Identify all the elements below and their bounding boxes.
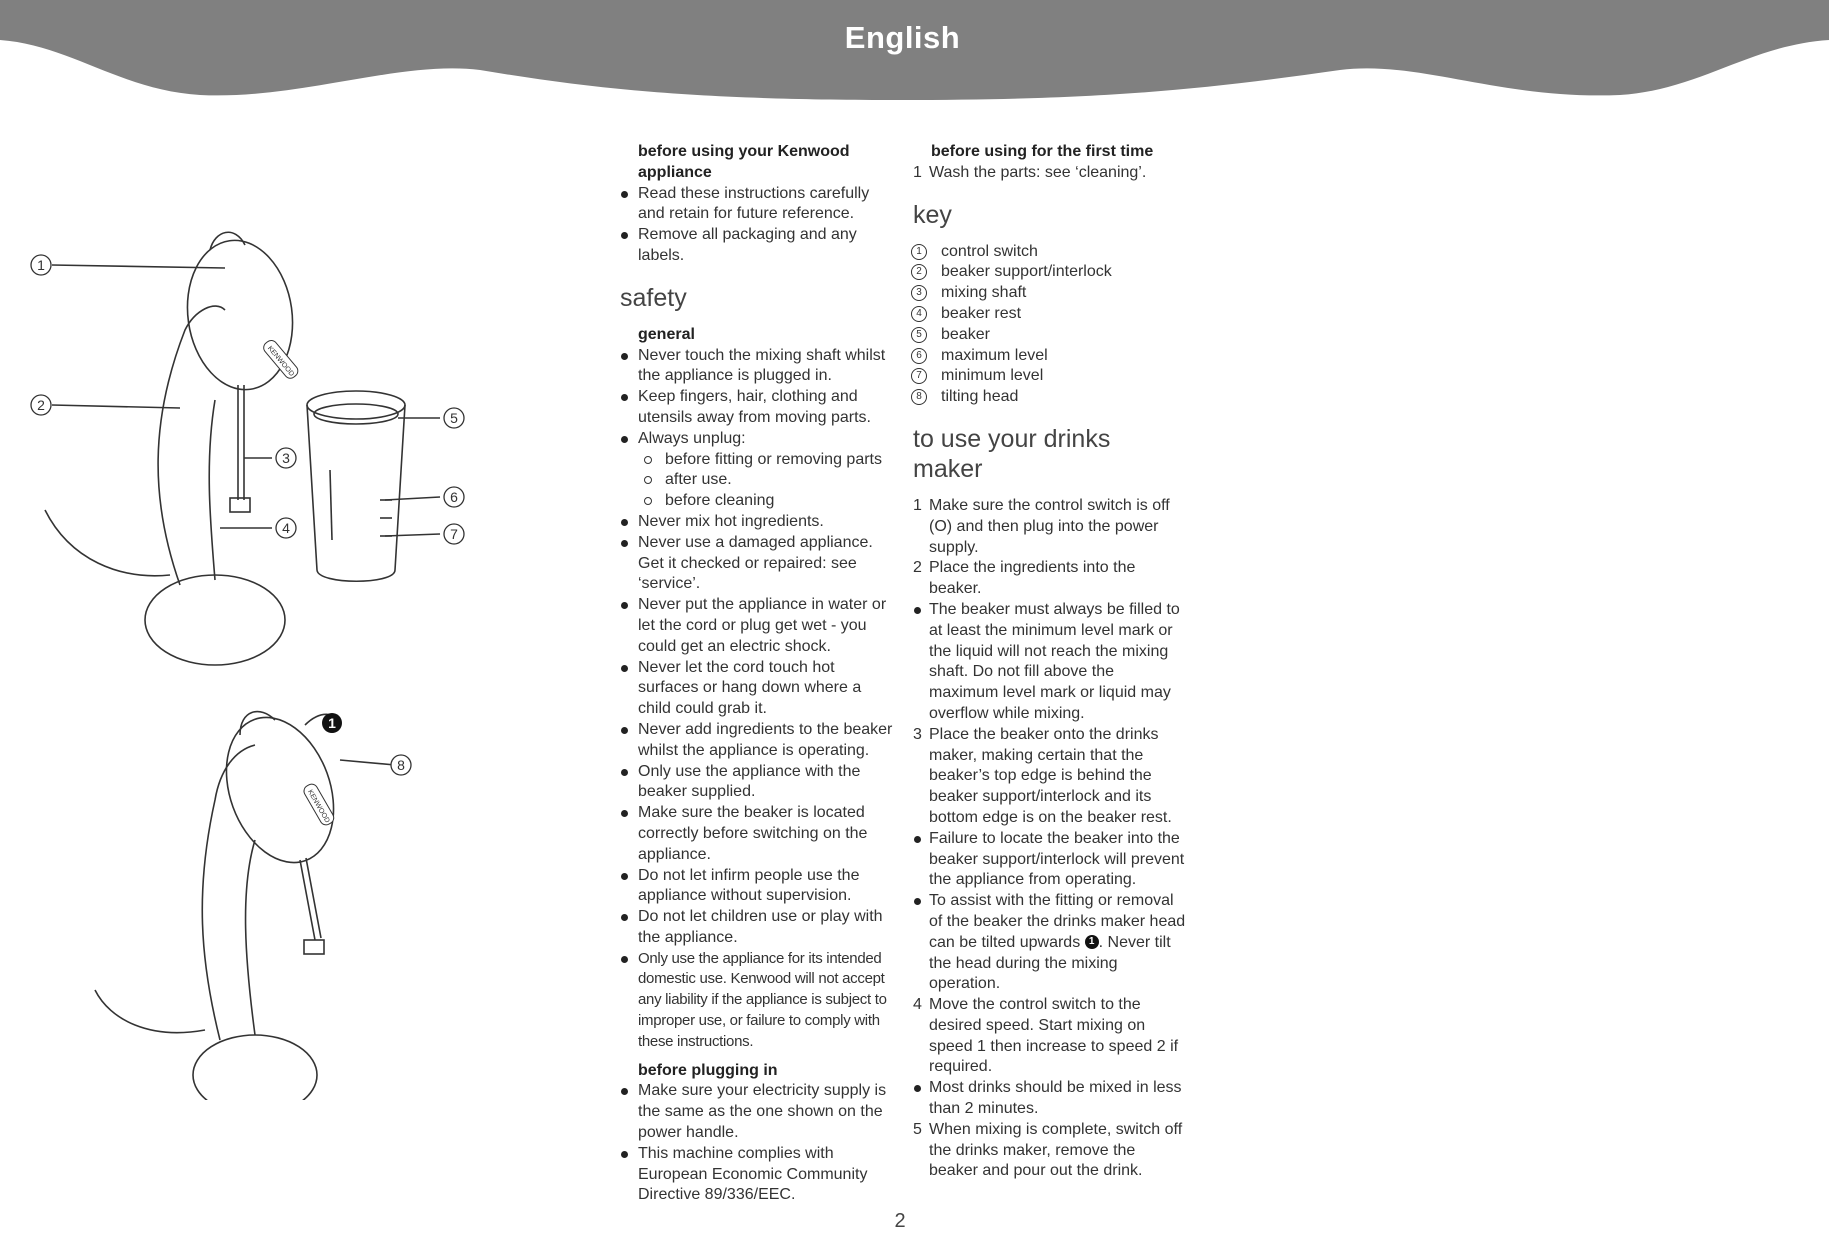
list-item: Never add ingredients to the beaker whilst the appliance is operating. [618,720,893,762]
list-item: Only use the appliance for its intended domestic use. Kenwood will not accept any liability if the appliance is subject to improper use, or failure to comply with these instructions. [618,949,893,1053]
list-item: Remove all packaging and any labels. [618,225,893,267]
list-item: Failure to locate the beaker into the beaker support/interlock will prevent the appliance from operating. [911,829,1186,891]
key-item: 1 control switch [911,242,1186,263]
callout-7 [444,524,464,544]
before-plugging-heading: before plugging in [638,1061,778,1079]
list-item: Make sure the beaker is located correctly before switching on the appliance. [618,803,893,865]
callout-5 [444,408,464,428]
first-time-heading: before using for the first time [931,143,1154,160]
svg-text:3: 3 [282,450,290,466]
list-item: Never let the cord touch hot surfaces or hang down where a child could grab it. [618,658,893,720]
page-language-title: English [844,20,961,55]
list-item: Do not let children use or play with the appliance. [618,907,893,949]
key-item: 6 maximum level [911,346,1186,367]
list-item: Never put the appliance in water or let the cord or plug get wet - you could get an electric shock. [618,595,893,657]
safety-column [618,142,893,1206]
safety-list-a [618,346,893,450]
callout-6 [444,487,464,507]
key-item: 8 tilting head [911,387,1186,408]
brand-label-1: KENWOOD [266,345,296,378]
tilt-step-inline-badge: 1 [1085,935,1099,949]
callout-8 [391,755,411,775]
list-item: Most drinks should be mixed in less than 2 minutes. [911,1078,1186,1120]
list-item: Never use a damaged appliance. Get it checked or repaired: see ‘service’. [618,533,893,595]
svg-text:1: 1 [37,257,45,273]
list-item: 4 Move the control switch to the desired speed. Start mixing on speed 1 then increase to speed 2 if required. [913,996,1179,1076]
use-title: to use your drinks maker [913,424,1111,483]
list-item: The beaker must always be filled to at least the minimum level mark or the liquid will not reach the mixing shaft. Do not fill above the maximum level mark or liquid may overflow while mixing. [911,600,1186,725]
key-title: key [913,200,952,229]
list-item: 3 Place the beaker onto the drinks maker, making certain that the beaker’s top edge is behind the beaker support/interlock and its bottom edge is on the beaker rest. [913,725,1172,826]
list-item: before cleaning [618,491,893,512]
svg-text:6: 6 [450,489,458,505]
use-steps [911,496,1186,1182]
list-item: Never touch the mixing shaft whilst the appliance is plugged in. [618,346,893,388]
list-item: Only use the appliance with the beaker supplied. [618,762,893,804]
step-number: 1 [913,163,922,181]
plugging-list [618,1081,893,1206]
key-item: 4 beaker rest [911,304,1186,325]
list-item: Always unplug: [618,429,893,450]
list-item: 2 Place the ingredients into the beaker. [913,559,1136,598]
callout-1 [31,255,51,275]
key-item: 3 mixing shaft [911,283,1186,304]
tilt-step-badge [322,713,342,733]
instructions-column [911,142,1186,1182]
list-item: 1 Wash the parts: see ‘cleaning’. [911,163,1186,184]
list-item: Never mix hot ingredients. [618,512,893,533]
list-item: This machine complies with European Economic Community Directive 89/336/EEC. [618,1144,893,1206]
list-item: To assist with the fitting or removal of the beaker the drinks maker head can be tilted upwards 1 . Never tilt the head during the mixing operation. [911,891,1186,995]
callout-3 [276,448,296,468]
callout-2 [31,395,51,415]
key-item: 5 beaker [911,325,1186,346]
list-item: 5 When mixing is complete, switch off the drinks maker, remove the beaker and pour out the drink. [913,1120,1183,1180]
brand-label-2: KENWOOD [306,788,331,825]
key-item: 7 minimum level [911,366,1186,387]
appliance-illustration [0,200,580,1100]
first-time-list [911,163,1186,184]
list-item: before fitting or removing parts [618,450,893,471]
before-using-heading: before using your Kenwood appliance [638,143,850,181]
svg-text:8: 8 [397,757,405,773]
unplug-list [618,450,893,512]
list-item: Keep fingers, hair, clothing and utensils away from moving parts. [618,387,893,429]
svg-text:1: 1 [328,715,336,731]
list-item: Read these instructions carefully and retain for future reference. [618,184,893,226]
callout-4 [276,518,296,538]
svg-text:5: 5 [450,410,458,426]
key-item: 2 beaker support/interlock [911,262,1186,283]
safety-title: safety [620,283,687,312]
svg-text:2: 2 [37,397,45,413]
svg-text:7: 7 [450,526,458,542]
safety-list-b [618,512,893,1053]
list-item: 1 Make sure the control switch is off (O) and then plug into the power supply. [913,496,1170,556]
before-using-list [618,184,893,267]
svg-text:4: 4 [282,520,290,536]
list-item: after use. [618,470,893,491]
list-item: Do not let infirm people use the appliance without supervision. [618,866,893,908]
list-item: Make sure your electricity supply is the same as the one shown on the power handle. [618,1081,893,1143]
general-heading: general [638,325,695,343]
page-number: 2 [894,1210,906,1232]
drinks-maker-diagram-2 [95,702,395,1100]
key-list [911,242,1186,408]
drinks-maker-diagram-1 [45,232,440,665]
